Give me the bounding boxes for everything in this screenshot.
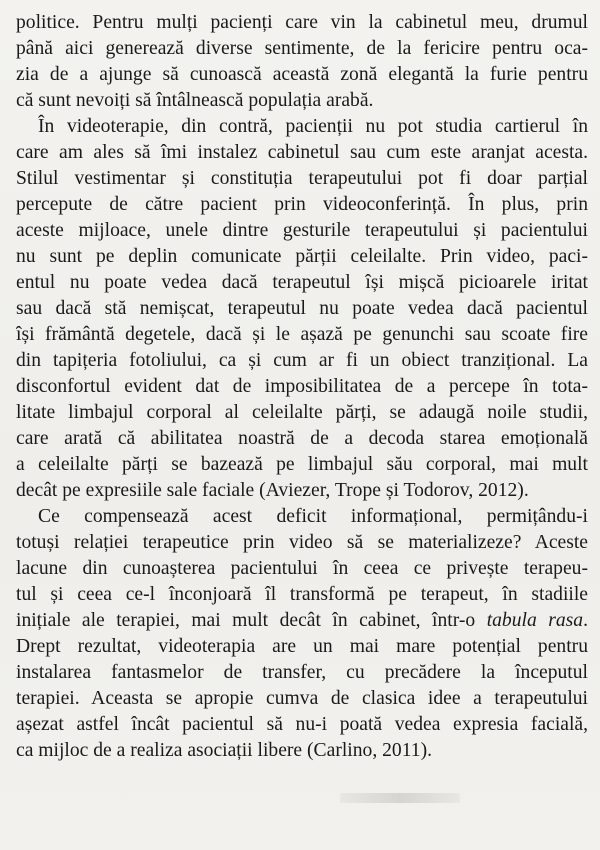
text-line: își frământă degetele, dacă și le așază pe genunchi sau scoate fire: [16, 324, 588, 345]
body-text: [16, 10, 588, 764]
text-line: percepute de către pacient prin videoconferință. În plus, prin: [16, 194, 588, 215]
bleed-through-smudge: [340, 793, 460, 803]
text-line: zia de a ajunge să cunoască această zonă elegantă la furie pentru: [16, 64, 588, 85]
italic-term: tabula rasa: [486, 610, 584, 631]
text-line: Ce compensează acest deficit informațional, permițându-i: [38, 506, 588, 527]
text-segment: inițiale ale terapiei, mai mult decât în cabinet, într-o: [16, 610, 487, 631]
text-line: lacune din cunoașterea pacientului în ceea ce privește terapeu-: [16, 558, 588, 579]
text-line: a celeilalte părți se bazează pe limbajul său corporal, mai mult: [16, 454, 588, 475]
text-line: politice. Pentru mulți pacienți care vin la cabinetul meu, drumul: [16, 12, 588, 33]
text-line: aceste mijloace, unele dintre gesturile terapeutului și pacientului: [16, 220, 588, 241]
text-line: totuși relației terapeutice prin video să se materializeze? Aceste: [16, 532, 588, 553]
text-line: În videoterapie, din contră, pacienții nu pot studia cartierul în: [38, 116, 588, 137]
text-line: tul și ceea ce-l înconjoară îl transformă pe terapeut, în stadiile: [16, 584, 588, 605]
text-line: terapiei. Aceasta se apropie cumva de clasica idee a terapeutului: [16, 688, 588, 709]
text-line: care arată că abilitatea noastră de a decoda starea emoțională: [16, 428, 588, 449]
text-line: ca mijloc de a realiza asociații libere (Carlino, 2011).: [16, 740, 433, 761]
text-line: Stilul vestimentar și constituția terapeutului pot fi doar parțial: [16, 168, 588, 189]
text-segment: .: [583, 610, 588, 631]
text-line: decât pe expresiile sale faciale (Aviezer, Trope și Todorov, 2012).: [16, 480, 529, 501]
text-line: sau dacă stă nemișcat, terapeutul nu poate vedea dacă pacientul: [16, 298, 588, 319]
text-line: disconfortul evident dat de imposibilitatea de a percepe în tota-: [16, 376, 588, 397]
text-line: entul nu poate vedea dacă terapeutul își mișcă picioarele iritat: [16, 272, 588, 293]
text-line: [16, 608, 588, 634]
text-line: Drept rezultat, videoterapia are un mai mare potențial pentru: [16, 636, 588, 657]
text-line: nu sunt pe deplin comunicate părții celeilalte. Prin video, paci-: [16, 246, 588, 267]
text-line: așezat astfel încât pacientul să nu-i poată vedea expresia facială,: [16, 714, 588, 735]
text-line: care am ales să îmi instalez cabinetul sau cum este aranjat acesta.: [16, 142, 588, 163]
text-line: instalarea fantasmelor de transfer, cu precădere la începutul: [16, 662, 588, 683]
text-line: că sunt nevoiți să întâlnească populația arabă.: [16, 90, 374, 111]
text-line: litate limbajul corporal al celeilalte părți, se adaugă noile studii,: [16, 402, 588, 423]
text-line: din tapițeria fotoliului, ca și cum ar fi un obiect tranzițional. La: [16, 350, 588, 371]
text-line: până aici generează diverse sentimente, de la fericire pentru oca-: [16, 38, 588, 59]
